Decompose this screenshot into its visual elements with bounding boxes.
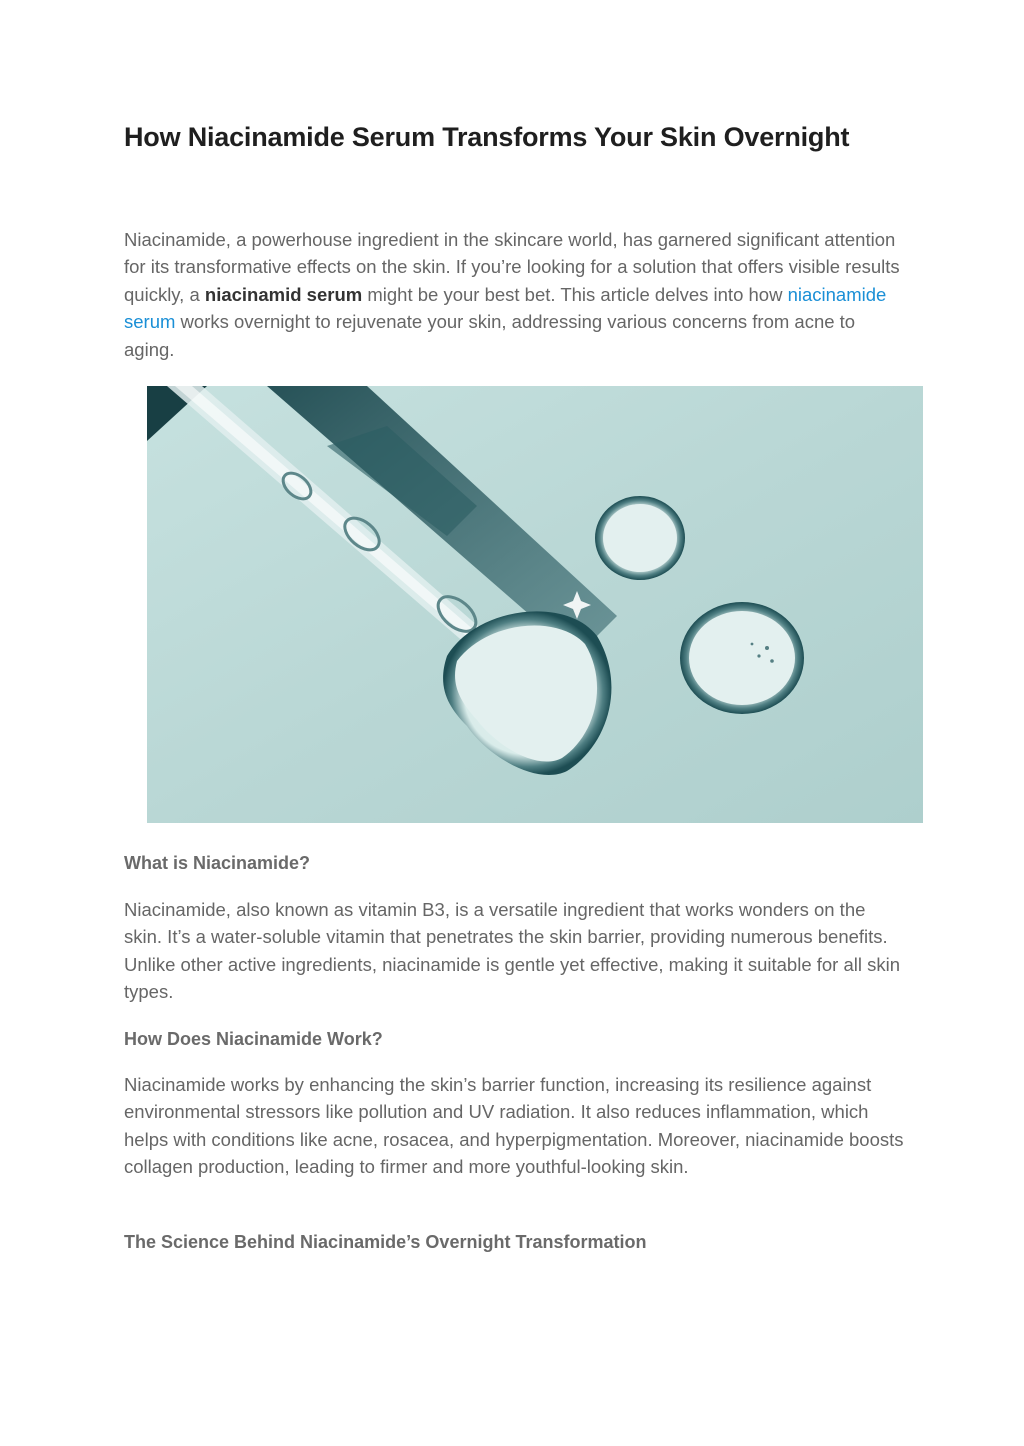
section-body-what-is-niacinamide: Niacinamide, also known as vitamin B3, is a versatile ingredient that works wonders on the skin. It’s a water-soluble vitamin that penetrates the skin barrier, providing numerous benefits. Unlike other active ingredients, niacinamide is gentle yet effective, making it suitable for all skin types. xyxy=(124,899,901,1003)
intro-text-3: works overnight to rejuvenate your skin, addressing various concerns from acne to aging. xyxy=(124,311,856,360)
section-heading-science-overnight: The Science Behind Niacinamide’s Overnight Transformation xyxy=(124,1232,647,1252)
section-heading-how-does-it-work: How Does Niacinamide Work? xyxy=(124,1029,383,1049)
section-body-how-does-it-work: Niacinamide works by enhancing the skin’s barrier function, increasing its resilience against environmental stressors like pollution and UV radiation. It also reduces inflammation, which helps with conditions like acne, rosacea, and hyperpigmentation. Moreover, niacinamide boosts collagen production, leading to firmer and more youthful-looking skin. xyxy=(124,1074,904,1178)
article-title: How Niacinamide Serum Transforms Your Skin Overnight xyxy=(124,122,850,152)
intro-text-1: Niacinamide, a powerhouse ingredient in the skincare world, has garnered significant attention for its transformative effects on the skin. If you’re looking for a solution that offers visible results quickly, a xyxy=(124,229,900,305)
section-heading-what-is-niacinamide: What is Niacinamide? xyxy=(124,853,311,873)
intro-text-2: might be your best bet. This article delves into how xyxy=(362,283,788,305)
intro-paragraph xyxy=(124,226,904,363)
serum-dropper-image xyxy=(147,386,923,823)
niacinamide-serum-link[interactable]: niacinamide serum xyxy=(124,283,887,333)
intro-bold-term: niacinamid serum xyxy=(204,283,363,305)
